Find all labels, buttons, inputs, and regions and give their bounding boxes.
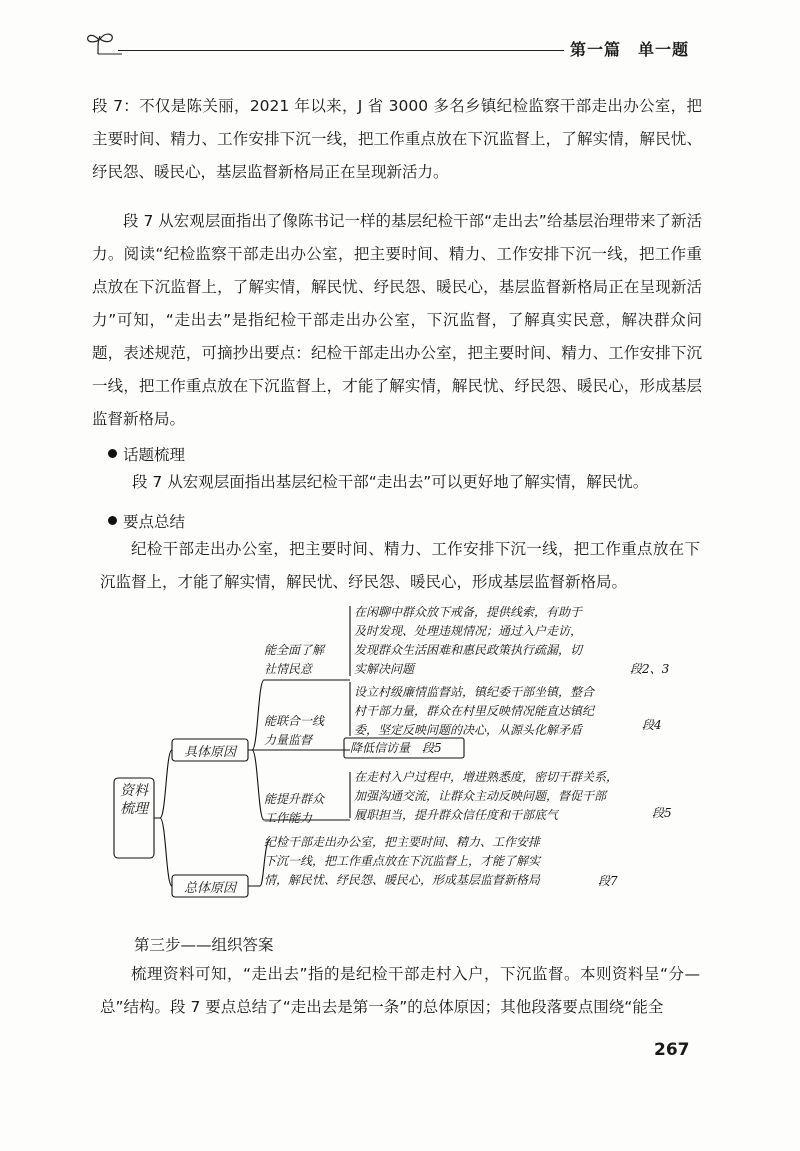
sub2-text: 设立村级廉情监督站，镇纪委干部坐镇，整合 村干部力量，群众在村里反映情况能直达镇纪 委，坚定反映问题的决心，从源头化解矛盾	[354, 685, 595, 737]
sub2-ref: 段4	[642, 718, 662, 732]
root-node: 资料梳理	[120, 783, 148, 817]
topic-text: 段 7 从宏观层面指出基层纪检干部“走出去”可以更好地了解实情，解民忧。	[132, 473, 649, 491]
sub2-extra: 降低信访量 段5	[350, 741, 442, 755]
page-number: 267	[654, 1040, 690, 1060]
sub1-label: 能全面了解 社情民意	[264, 643, 325, 676]
sub3-text: 在走村入户过程中，增进熟悉度，密切干群关系， 加强沟通交流，让群众主动反映问题，督促干部 履职担当，提升群众信任度和干部底气	[354, 770, 619, 822]
topic-heading: 话题梳理	[108, 443, 185, 465]
sub1-text: 在闲聊中群众放下戒备，提供线索，有助于 及时发现、处理违规情况；通过入户走访， 发现群众生活困难和惠民政策执行疏漏，切 实解决问题	[354, 605, 583, 676]
summary-text: 纪检干部走出办公室，把主要时间、精力、工作安排下沉一线，把工作重点放在下沉监督上，才能了解实情，解民忧、纾民怨、暖民心，形成基层监督新格局。	[100, 540, 700, 591]
sub3-label: 能提升群众 工作能力	[264, 792, 325, 825]
sub2-label: 能联合一线 力量监督	[264, 714, 325, 747]
quoted-paragraph: 段 7：不仅是陈关丽，2021 年以来，J 省 3000 多名乡镇纪检监察干部走出办公室，把主要时间、精力、工作安排下沉一线，把工作重点放在下沉监督上，了解实情，解民忧、纾民怨、暖民心，基层监督新格局正在呈现新活力。	[92, 97, 702, 181]
summary-heading: 要点总结	[108, 510, 185, 532]
branch-overall: 总体原因	[183, 881, 236, 896]
overall-ref: 段7	[598, 874, 618, 888]
sub1-ref: 段2、3	[630, 662, 670, 676]
step3-title: 第三步——组织答案	[134, 936, 274, 954]
analysis-paragraph: 段 7 从宏观层面指出了像陈书记一样的基层纪检干部“走出去”给基层治理带来了新活力。阅读“纪检监察干部走出办公室，把主要时间、精力、工作安排下沉一线，把工作重点放在下沉监督上，了解实情，解民忧、纾民怨、暖民心，基层监督新格局正在呈现新活力”可知，“走出去”是指纪检干部走出办公室，下沉监督，了解真实民意，解决群众问题，表述规范，可摘抄出要点：纪检干部走出办公室，把主要时间、精力、工作安排下沉一线，把工作重点放在下沉监督上，才能了解实情，解民忧、纾民怨、暖民心，形成基层监督新格局。	[92, 212, 702, 428]
branch-specific: 具体原因	[183, 745, 236, 760]
page-header-title: 第一篇 单一题	[570, 40, 690, 59]
overall-text: 纪检干部走出办公室，把主要时间、精力、工作安排 下沉一线，把工作重点放在下沉监督上，才能了解实 情，解民忧、纾民怨、暖民心，形成基层监督新格局	[264, 835, 541, 887]
step3-text: 梳理资料可知，“走出去”指的是纪检干部走村入户，下沉监督。本则资料呈“分—总”结构。段 7 要点总结了“走出去是第一条”的总体原因；其他段落要点围绕“能全	[100, 965, 700, 1016]
sub3-ref: 段5	[652, 806, 672, 820]
